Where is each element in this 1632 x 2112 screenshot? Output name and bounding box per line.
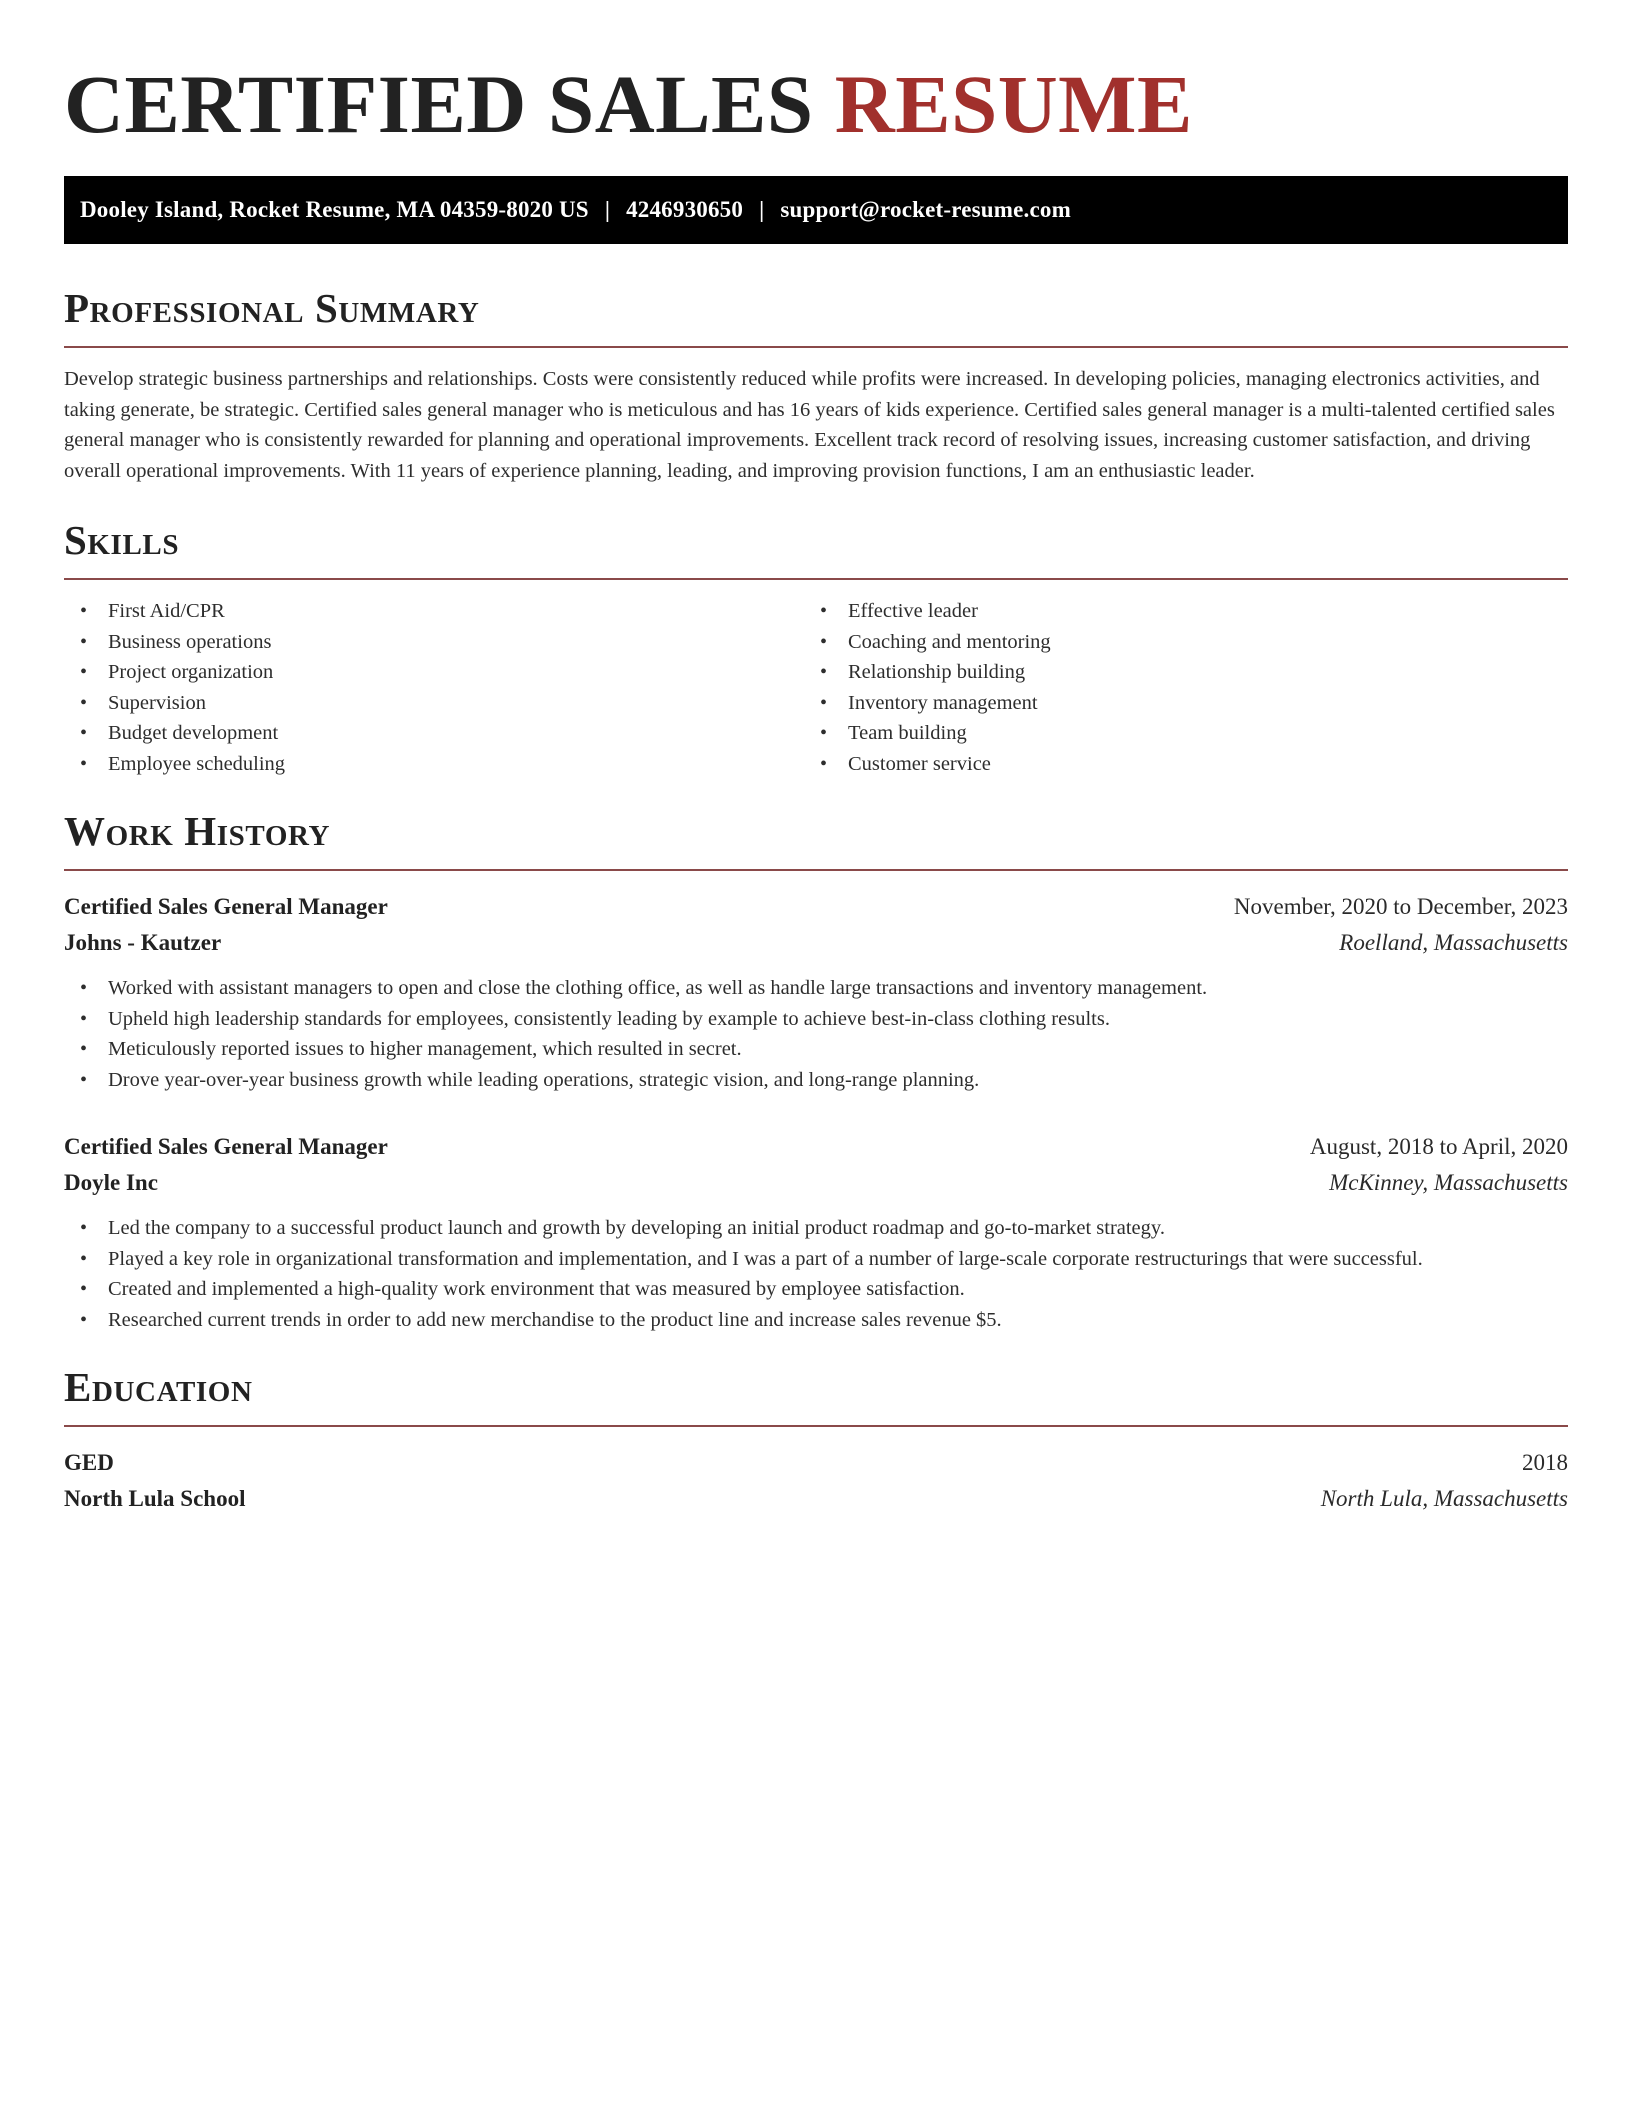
skill-item: • Coaching and mentoring	[804, 627, 1544, 658]
skills-grid	[64, 596, 1568, 779]
education-section	[64, 1363, 1568, 1517]
education-year: 2018	[1522, 1450, 1568, 1476]
job-bullets	[64, 973, 1568, 1095]
skill-item: • Business operations	[64, 627, 804, 658]
education-school-row	[64, 1481, 1568, 1517]
skill-item: • Employee scheduling	[64, 749, 804, 780]
job-company: Doyle Inc	[64, 1170, 158, 1196]
contact-email: support@rocket-resume.com	[780, 197, 1071, 222]
education-degree: GED	[64, 1450, 114, 1476]
job-dates: November, 2020 to December, 2023	[1233, 894, 1568, 920]
skill-item: • Supervision	[64, 688, 804, 719]
job-company-row	[64, 925, 1568, 961]
skill-item: • Team building	[804, 718, 1544, 749]
job-dates: August, 2018 to April, 2020	[1309, 1134, 1568, 1160]
job-company-row	[64, 1165, 1568, 1201]
work-history-section	[64, 807, 1568, 1335]
summary-heading: Professional Summary	[64, 285, 480, 331]
skill-item: • Project organization	[64, 657, 804, 688]
job-title: Certified Sales General Manager	[64, 894, 388, 920]
job-bullet: • Played a key role in organizational transformation and implementation, and I was a part of a number of large-scale corporate restructurings that were successful.	[64, 1244, 1568, 1275]
job-bullet: • Drove year-over-year business growth while leading operations, strategic vision, and long-range planning.	[64, 1065, 1568, 1096]
resume-title	[64, 56, 1568, 152]
skill-item: • Inventory management	[804, 688, 1544, 719]
skills-heading: Skills	[64, 517, 180, 564]
skills-section	[64, 516, 1568, 779]
skill-item: • Relationship building	[804, 657, 1544, 688]
education-school: North Lula School	[64, 1486, 246, 1512]
job-bullets	[64, 1213, 1568, 1335]
education-entry	[64, 1445, 1568, 1517]
summary-section	[64, 284, 1568, 486]
job-location: Roelland, Massachusetts	[1339, 930, 1568, 956]
job-header-row	[64, 889, 1568, 925]
contact-separator: |	[604, 197, 611, 222]
job-bullet: • Created and implemented a high-quality work environment that was measured by employee satisfaction.	[64, 1274, 1568, 1305]
job-location: McKinney, Massachusetts	[1329, 1170, 1568, 1196]
job-title: Certified Sales General Manager	[64, 1134, 388, 1160]
summary-text: Develop strategic business partnerships and relationships. Costs were consistently reduced while profits were increased. In developing policies, managing electronics activities, and taking generate, be strategic. Certified sales general manager who is meticulous and has 16 years of kids experience. Certified sales general manager is a multi-talented certified sales general manager who is consistently rewarded for planning and operational improvements. Excellent track record of resolving issues, increasing customer satisfaction, and driving overall operational improvements. With 11 years of experience planning, leading, and improving provision functions, I am an enthusiastic leader.	[64, 368, 1555, 482]
contact-phone: 4246930650	[626, 197, 744, 222]
skills-list-right	[804, 596, 1544, 779]
contact-bar	[64, 176, 1568, 244]
skill-item: • Effective leader	[804, 596, 1544, 627]
title-main: CERTIFIED SALES	[64, 58, 814, 150]
job-bullet: • Researched current trends in order to add new merchandise to the product line and increase sales revenue $5.	[64, 1305, 1568, 1336]
contact-separator: |	[759, 197, 765, 222]
job-company: Johns - Kautzer	[64, 930, 222, 956]
education-heading: Education	[64, 1364, 253, 1411]
skill-item: • Budget development	[64, 718, 804, 749]
job-bullet: • Upheld high leadership standards for employees, consistently leading by example to achieve best-in-class clothing results.	[64, 1004, 1568, 1035]
skill-item: • Customer service	[804, 749, 1544, 780]
education-location: North Lula, Massachusetts	[1320, 1486, 1568, 1512]
skill-item: • First Aid/CPR	[64, 596, 804, 627]
work-history-heading: Work History	[64, 808, 331, 855]
job-bullet: • Led the company to a successful product launch and growth by developing an initial product roadmap and go-to-market strategy.	[64, 1213, 1568, 1244]
job-header-row	[64, 1129, 1568, 1165]
section-divider	[64, 1425, 1568, 1427]
job-entry	[64, 1129, 1568, 1335]
job-entry	[64, 889, 1568, 1095]
job-bullet: • Meticulously reported issues to higher management, which resulted in secret.	[64, 1034, 1568, 1065]
title-accent: RESUME	[834, 58, 1193, 150]
section-divider	[64, 346, 1568, 348]
education-degree-row	[64, 1445, 1568, 1481]
section-divider	[64, 869, 1568, 871]
section-divider	[64, 578, 1568, 580]
contact-address: Dooley Island, Rocket Resume, MA 04359-8020 US	[80, 197, 589, 222]
job-bullet: • Worked with assistant managers to open and close the clothing office, as well as handle large transactions and inventory management.	[64, 973, 1568, 1004]
skills-list-left	[64, 596, 804, 779]
